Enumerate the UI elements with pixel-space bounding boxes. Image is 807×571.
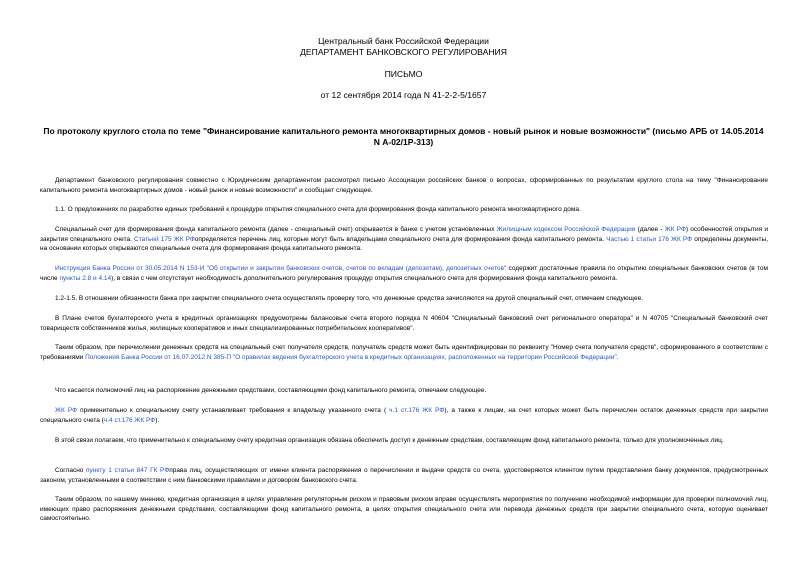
text-span: ), а также к лицам, на счет которых может быть перечислен остаток денежных средств при закрытии специального счета ( bbox=[40, 407, 769, 424]
paragraph-civil-code bbox=[40, 466, 768, 485]
text-span: Таким образом, при перечислении денежных средств на специальный счет получателя средств, получатель средств может быть идентифицирован по реквизиту "Номер счета получателя средств", сформированного в соответствии с требованиями bbox=[40, 344, 768, 361]
document-type: ПИСЬМО bbox=[384, 69, 423, 79]
text-span: содержит достаточные правила по открытию специальных банковских счетов (в том числе bbox=[40, 265, 768, 282]
text-span: определяется перечень лиц, которые могут быть владельцами специального счета для формирования фонда капитального ремонта. bbox=[194, 235, 607, 243]
text-span: определены документы, на основании которых открываются специальные счета для формирования фонда капитального ремонта. bbox=[40, 235, 768, 253]
paragraph-chart-of-accounts: В Плане счетов бухгалтерского учета в кредитных организациях предусмотрены балансовые счета второго порядка N 40604 "Специальный банковский счет регионального оператора" и N 40705 "Специальный банковский счет товариществ собственников жилья, жилищных кооперативов и иных специализированных потребительских кооперативов". bbox=[40, 315, 768, 332]
text-span: . bbox=[616, 353, 619, 361]
paragraph-instruction bbox=[40, 264, 768, 283]
paragraph-conclusion: Таким образом, по нашему мнению, кредитная организация в целях управления регуляторным риском и правовым риском вправе осуществлять мероприятия по получению необходимой информации для проверки полномочий лиц, имеющих право распоряжения денежными средствами, составляющими фонд капитального ремонта, в целях открытия специального счета или перевода денежных средств при закрытии специального счета, которую оценивает самостоятельно. bbox=[40, 496, 768, 523]
paragraph-1-1: 1.1. О предложениях по разработке единых требований к процедуре открытия специального счета для формирования фонда капитального ремонта многоквартирного дома. bbox=[55, 206, 581, 213]
paragraph-owner-requirements bbox=[40, 406, 768, 425]
link-instruction-153-i[interactable]: Инструкция Банка России от 30.05.2014 N 153-И "Об открытии и закрытии банковских счетов, счетов по вкладам (депозитам), депозитных счетов" bbox=[55, 265, 507, 272]
link-points-2-8-4-14[interactable]: пункты 2.8 и 4.14 bbox=[59, 274, 112, 282]
link-regulation-385-p[interactable]: Положения Банка России от 16.07.2012 N 385-П "О правилах ведения бухгалтерского учета в кредитных организациях, расположенных на территории Российской Федерации" bbox=[85, 353, 617, 361]
issuer-name: Центральный банк Российской Федерации bbox=[318, 36, 489, 46]
document-date: от 12 сентября 2014 года N 41-2-2-5/1657 bbox=[320, 90, 487, 100]
paragraph-intro: Департамент банковского регулирования совместно с Юридическим департаментом рассмотрел письмо Ассоциации российских банков о вопросах, сформированных по результатам круглого стола на тему "Финансирование капитального ремонта многоквартирных домов - новый рынок и новые возможности" и сообщает следующее. bbox=[40, 177, 768, 194]
text-span: (далее - bbox=[635, 226, 665, 233]
text-span: Согласно bbox=[55, 467, 87, 474]
link-article-176-part-1[interactable]: Частью 1 статьи 176 ЖК РФ bbox=[606, 235, 693, 243]
text-span: Специальный счет для формирования фонда капитального ремонта (далее - специальный счет) открывается в банке с учетом установленных bbox=[55, 226, 497, 233]
link-zhk-rf[interactable]: ЖК РФ bbox=[664, 226, 686, 233]
text-span: ), в связи с чем отсутствует необходимость дополнительного регулирования процедур открытия специального счета для формирования фонда капитального ремонта. bbox=[111, 274, 618, 282]
text-span: ) особенностей открытия и закрытия специального счета. bbox=[40, 226, 768, 243]
text-span: ). bbox=[155, 416, 160, 424]
link-article-847-gk-rf[interactable]: пункту 1 статьи 847 ГК РФ bbox=[86, 467, 170, 474]
paragraph-powers: Что касается полномочий лиц на распоряжение денежными средствами, составляющими фонд капитального ремонта, отмечаем следующее. bbox=[55, 387, 487, 394]
paragraph-access: В этой связи полагаем, что применительно к специальному счету кредитная организация обязана обеспечить доступ к денежным средствам, составляющим фонд капитального ремонта, только для уполномоченных лиц. bbox=[55, 437, 724, 444]
link-housing-code[interactable]: Жилищным кодексом Российской Федерации bbox=[496, 226, 636, 233]
document-subject: По протоколу круглого стола по теме "Финансирование капитального ремонта многоквартирных домов - новый рынок и новые возможности" (письмо АРБ от 14.05.2014 N А-02/1Р-313) bbox=[43, 126, 764, 147]
text-span: применительно к специальному счету устанавливает требования к владельцу указанного счета ( bbox=[77, 407, 390, 414]
paragraph-recipient-identification bbox=[40, 343, 768, 362]
link-zhk-rf-2[interactable]: ЖК РФ bbox=[55, 407, 78, 414]
link-part-1-art-176[interactable]: ч.1 ст.176 ЖК РФ bbox=[389, 407, 445, 414]
link-part-4-art-176[interactable]: ч.4 ст.176 ЖК РФ bbox=[103, 416, 156, 424]
link-article-175[interactable]: Статьей 175 ЖК РФ bbox=[134, 235, 195, 243]
paragraph-special-account bbox=[40, 225, 768, 254]
text-span: права лиц, осуществляющих от имени клиента распоряжения о перечислении и выдаче средств со счета, удостоверяются клиентом путем представления банку документов, предусмотренных законом, установленными в соответствии с ним банковскими правилами и договором банковского счета. bbox=[40, 467, 768, 484]
department-name: ДЕПАРТАМЕНТ БАНКОВСКОГО РЕГУЛИРОВАНИЯ bbox=[300, 47, 507, 57]
paragraph-1-2-1-5: 1.2-1.5. В отношении обязанности банка при закрытии специального счета осуществлять проверку того, что денежные средства зачисляются на другой специальный счет, отмечаем следующее. bbox=[55, 295, 643, 302]
